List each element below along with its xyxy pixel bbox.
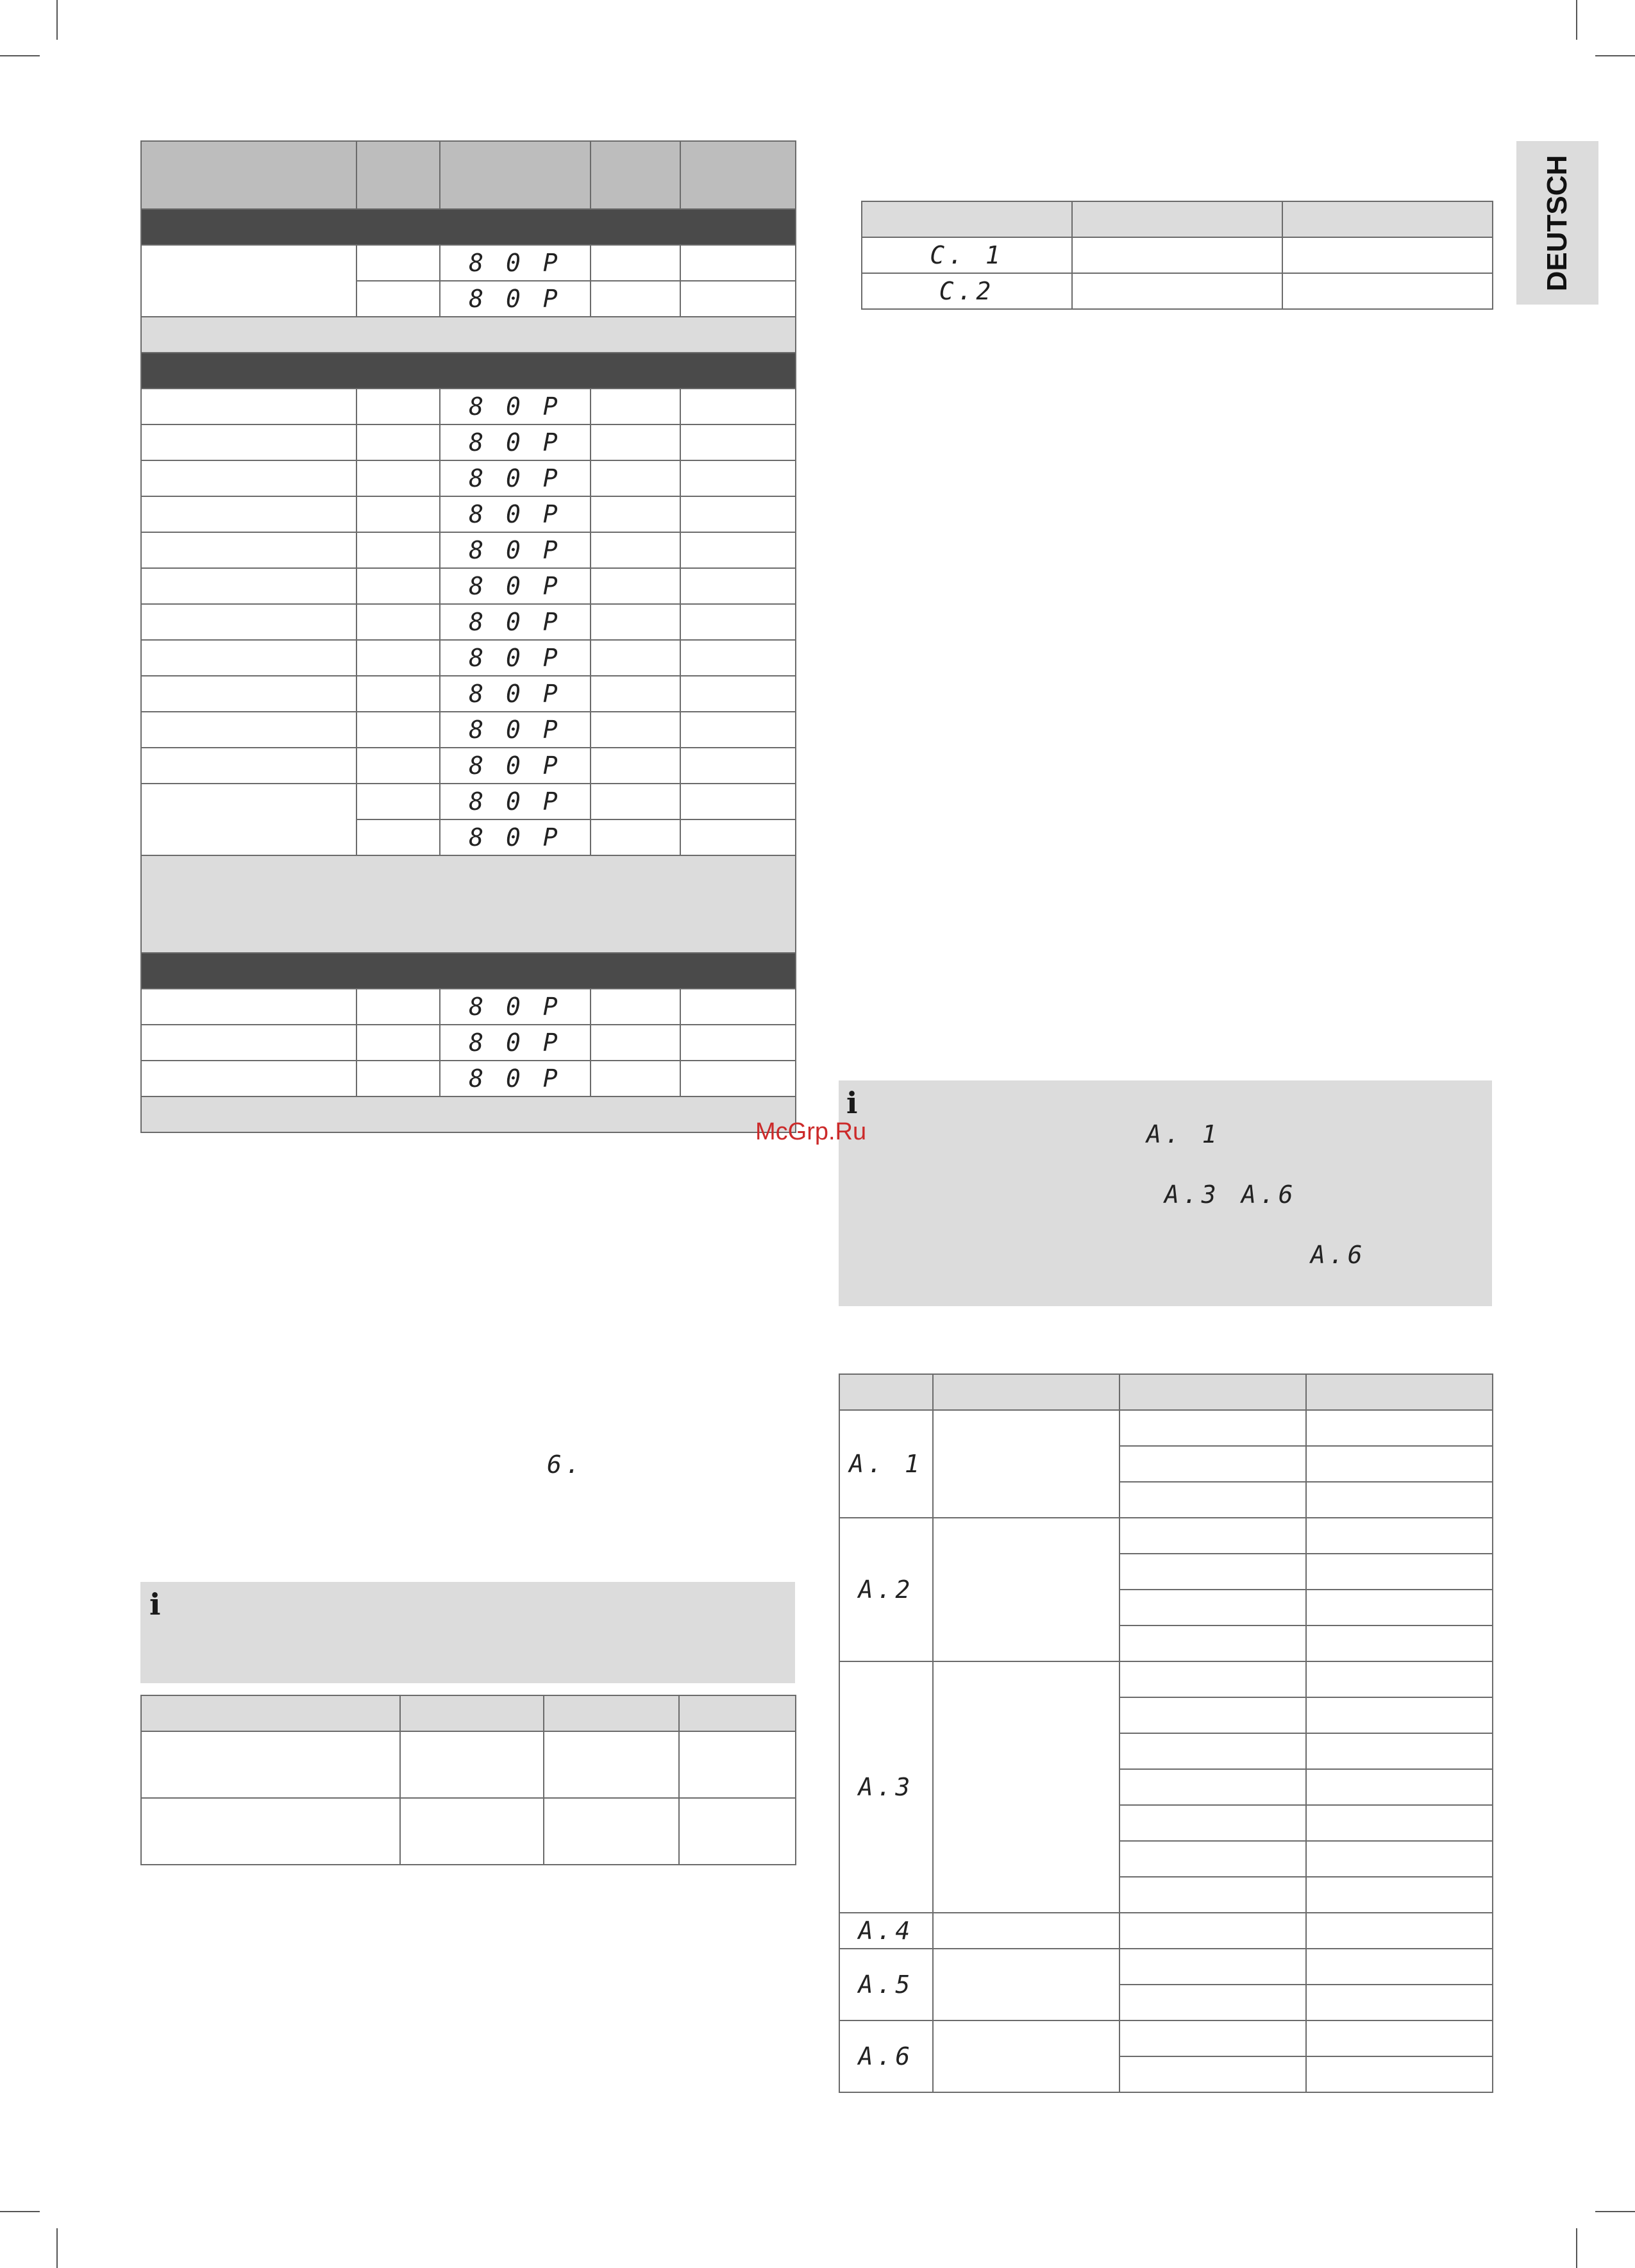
lcd-value: 8 0 P [440, 281, 591, 317]
table-cell [141, 245, 356, 317]
lcd-value: 8 0 P [440, 1061, 591, 1096]
crop-mark [0, 2211, 40, 2212]
section-band [141, 953, 796, 989]
lcd-value: 8 0 P [440, 604, 591, 640]
crop-mark [56, 2228, 58, 2268]
a-code: A.5 [839, 1949, 933, 2020]
inline-lcd-symbol: 6. [547, 1450, 584, 1479]
crop-mark [1595, 55, 1635, 56]
section-band [141, 353, 796, 389]
lcd-value: 8 0 P [440, 676, 591, 712]
lcd-value: 8 0 P [440, 424, 591, 460]
program-table [140, 140, 796, 1133]
a-code: A. 1 [839, 1410, 933, 1518]
note-code: A. 1 [1146, 1120, 1221, 1148]
crop-mark [0, 55, 40, 56]
lcd-value: 8 0 P [440, 245, 591, 281]
c-code: C. 1 [862, 237, 1072, 273]
lcd-value: 8 0 P [440, 460, 591, 496]
note-band [141, 855, 796, 953]
lcd-value: 8 0 P [440, 1025, 591, 1061]
lcd-value: 8 0 P [440, 712, 591, 748]
info-icon: i [846, 1086, 858, 1120]
left-small-table [140, 1695, 796, 1865]
c-table [861, 201, 1493, 310]
crop-mark [56, 0, 58, 40]
watermark: McGrp.Ru [755, 1118, 867, 1145]
info-note-right [839, 1080, 1492, 1306]
crop-mark [1576, 0, 1577, 40]
lcd-value: 8 0 P [440, 389, 591, 424]
a-code: A.4 [839, 1913, 933, 1949]
lcd-value: 8 0 P [440, 748, 591, 784]
c-code: C.2 [862, 273, 1072, 309]
lcd-value: 8 0 P [440, 532, 591, 568]
lcd-value: 8 0 P [440, 496, 591, 532]
lcd-value: 8 0 P [440, 568, 591, 604]
note-code: A.6 [1241, 1180, 1297, 1209]
note-band [141, 317, 796, 353]
note-band [141, 1096, 796, 1132]
crop-mark [1595, 2211, 1635, 2212]
a-code: A.2 [839, 1518, 933, 1661]
note-code: A.3 [1164, 1180, 1220, 1209]
lcd-value: 8 0 P [440, 640, 591, 676]
language-tab [1516, 141, 1598, 305]
lcd-value: 8 0 P [440, 784, 591, 819]
a-code: A.6 [839, 2020, 933, 2092]
lcd-value: 8 0 P [440, 819, 591, 855]
language-tab-label: DEUTSCH [1541, 155, 1573, 291]
note-code: A.6 [1311, 1241, 1366, 1269]
lcd-value: 8 0 P [440, 989, 591, 1025]
section-band [141, 209, 796, 245]
info-icon: i [149, 1587, 161, 1622]
crop-mark [1576, 2228, 1577, 2268]
info-note-left [140, 1582, 795, 1683]
a-table [839, 1373, 1493, 2093]
a-code: A.3 [839, 1661, 933, 1913]
